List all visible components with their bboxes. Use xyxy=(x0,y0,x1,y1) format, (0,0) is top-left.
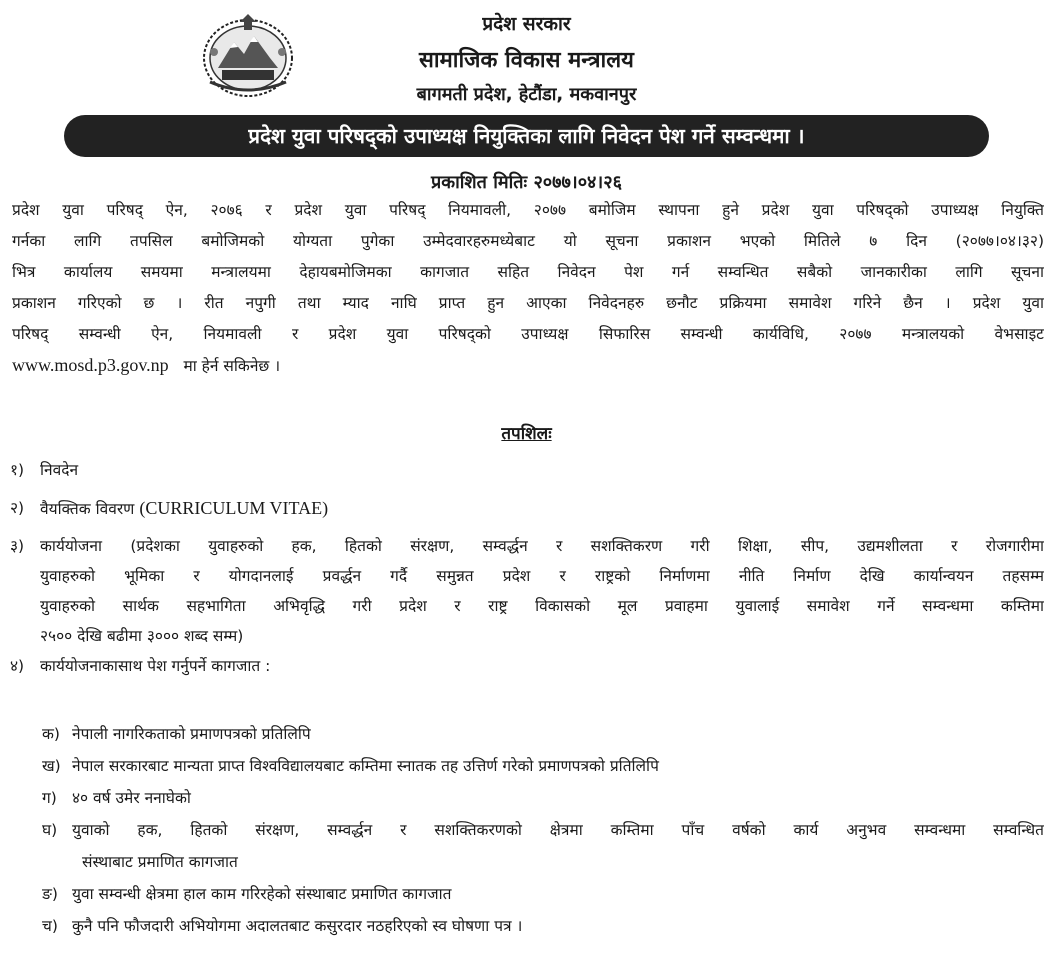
list-item-text xyxy=(40,493,1044,523)
intro-line: प्रदेश युवा परिषद् ऐन, २०७६ र प्रदेश युवा परिषद् नियमावली, २०७७ बमोजिम स्थापना हुने प्रदेश युवा परिषद्को उपाध्यक्ष नियुक्ति xyxy=(12,201,1044,219)
list-item-text: युवाहरुको सार्थक सहभागिता अभिवृद्धि गरी प्रदेश र राष्ट्र विकासको मूल प्रवाहमा युवालाई समावेश गर्ने सम्वन्धमा कम्तिमा xyxy=(40,597,1044,615)
list-item-continuation xyxy=(10,591,1044,621)
sub-item xyxy=(42,910,1044,942)
list-item-text: निवदेन xyxy=(40,461,79,479)
sub-item-text: नेपाली नागरिकताको प्रमाणपत्रको प्रतिलिपि xyxy=(72,725,311,743)
intro-line: परिषद् सम्वन्धी ऐन, नियमावली र प्रदेश युवा परिषद्को उपाध्यक्ष सिफारिस सम्वन्धी कार्यविधि, २०७७ मन्त्रालयको वेभसाइट xyxy=(12,325,1044,343)
list-item xyxy=(10,531,1044,561)
list-item-number: ३) xyxy=(10,537,25,555)
list-item-text: कार्ययोजना (प्रदेशका युवाहरुको हक, हितको संरक्षण, सम्वर्द्धन र सशक्तिकरण गरी शिक्षा, सीप, उद्यमशीलता र रोजगारीमा xyxy=(40,537,1044,555)
sub-item xyxy=(42,782,1044,814)
sub-item-label: घ) xyxy=(42,821,58,839)
sub-item xyxy=(42,718,1044,750)
ministry-website-link[interactable]: www.mosd.p3.gov.np xyxy=(12,355,169,375)
intro-paragraph xyxy=(12,195,1044,381)
published-date: प्रकाशित मितिः २०७७।०४।२६ xyxy=(431,172,622,193)
intro-line: प्रकाशन गरिएको छ । रीत नपुगी तथा म्याद नाघि प्राप्त हुन आएका निवेदनहरु छनौट प्रक्रियमा समावेश गरिने छैन । प्रदेश युवा xyxy=(12,294,1044,312)
sub-item xyxy=(42,878,1044,910)
list-item-continuation xyxy=(10,561,1044,591)
list-item-number: ४) xyxy=(10,657,25,675)
list-item-text: कार्ययोजनाकासाथ पेश गर्नुपर्ने कागजात : xyxy=(40,657,271,675)
intro-line: भित्र कार्यालय समयमा मन्त्रालयमा देहायबमोजिमका कागजात सहित निवेदन पेश गर्न सम्वन्धित सबैको जानकारीका लागि सूचना xyxy=(12,263,1044,281)
list-item xyxy=(10,455,1044,485)
list-item-continuation xyxy=(10,621,1044,651)
sub-item-label: च) xyxy=(42,917,58,935)
sub-item-continuation xyxy=(42,846,1044,878)
list-item-number: २) xyxy=(10,499,25,517)
sub-item xyxy=(42,814,1044,846)
cv-label-english: (CURRICULUM VITAE) xyxy=(139,498,329,518)
list-item-text: युवाहरुको भूमिका र योगदानलाई प्रवर्द्धन गर्दै समुन्नत प्रदेश र राष्ट्रको निर्माणमा नीति निर्माण देखि कार्यान्वयन तहसम्म xyxy=(40,567,1044,585)
intro-line: गर्नका लागि तपसिल बमोजिमको योग्यता पुगेका उम्मेदवारहरुमध्येबाट यो सूचना प्रकाशन भएको मितिले ७ दिन (२०७७।०४।३२) xyxy=(12,232,1044,250)
intro-last-line xyxy=(12,350,1044,381)
ministry-address: बागमती प्रदेश, हेटौंडा, मकवानपुर xyxy=(416,84,637,105)
sub-item-label: क) xyxy=(42,725,60,743)
list-item xyxy=(10,651,1044,681)
sub-item-text: संस्थाबाट प्रमाणित कागजात xyxy=(82,853,238,871)
list-item-number: १) xyxy=(10,461,25,479)
notice-title: प्रदेश युवा परिषद्को उपाध्यक्ष नियुक्तिका लागि निवेदन पेश गर्ने सम्वन्धमा । xyxy=(64,115,989,157)
sub-item-text: नेपाल सरकारबाट मान्यता प्राप्त विश्वविद्यालयबाट कम्तिमा स्नातक तह उत्तिर्ण गरेको प्रमाणपत्रको प्रतिलिपि xyxy=(72,757,659,775)
sub-item-text: ४० वर्ष उमेर ननाघेको xyxy=(72,789,191,807)
cv-label: वैयक्तिक विवरण xyxy=(40,500,135,518)
sub-item-label: ङ) xyxy=(42,885,58,903)
list-item xyxy=(10,493,1044,523)
sub-item xyxy=(42,750,1044,782)
documents-sublist xyxy=(42,718,1044,942)
list-item-text: २५०० देखि बढीमा ३००० शब्द सम्म) xyxy=(40,627,244,645)
list-heading: तपशिलः xyxy=(501,424,552,444)
intro-url-suffix: मा हेर्न सकिनेछ । xyxy=(183,357,281,375)
sub-item-text: युवाको हक, हितको संरक्षण, सम्वर्द्धन र सशक्तिकरणको क्षेत्रमा कम्तिमा पाँच वर्षको कार्य अनुभव सम्वन्धमा सम्वन्धित xyxy=(72,821,1044,839)
sub-item-text: युवा सम्वन्धी क्षेत्रमा हाल काम गरिरहेको संस्थाबाट प्रमाणित कागजात xyxy=(72,885,452,903)
sub-item-text: कुनै पनि फौजदारी अभियोगमा अदालतबाट कसुरदार नठहरिएको स्व घोषणा पत्र । xyxy=(72,917,523,935)
sub-item-label: ख) xyxy=(42,757,61,775)
ministry-name: सामाजिक विकास मन्त्रालय xyxy=(419,48,634,73)
sub-item-label: ग) xyxy=(42,789,57,807)
requirements-list xyxy=(10,455,1044,681)
government-name: प्रदेश सरकार xyxy=(482,13,571,35)
